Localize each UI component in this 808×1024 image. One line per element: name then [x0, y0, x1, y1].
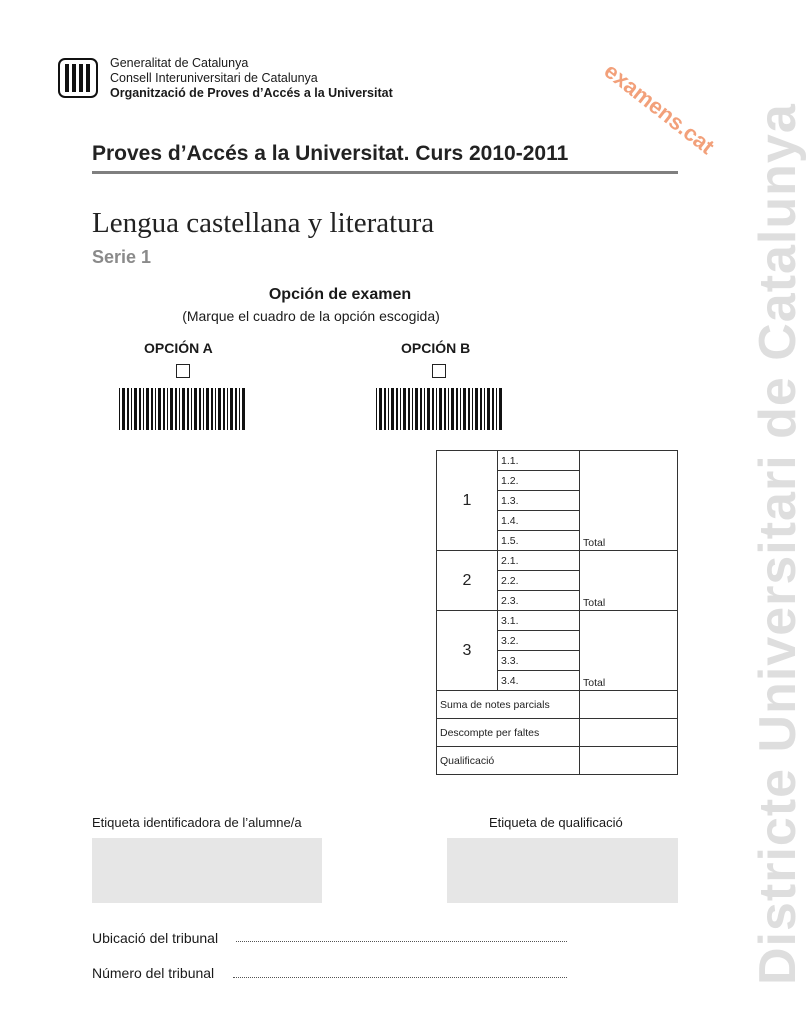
subquestion-label: 1.3. — [498, 491, 580, 511]
summary-label-descompte: Descompte per faltes — [437, 719, 580, 747]
subquestion-label: 1.5. — [498, 531, 580, 551]
generalitat-logo-icon — [58, 58, 98, 98]
summary-value-qualificacio — [580, 747, 678, 775]
subject-title: Lengua castellana y literatura — [92, 207, 435, 239]
barcode-bar — [472, 388, 473, 430]
barcode-bar — [194, 388, 197, 430]
section-total-label: Total — [580, 551, 678, 611]
barcode-bar — [151, 388, 153, 430]
barcode-bar — [463, 388, 466, 430]
barcode-bar — [158, 388, 161, 430]
option-instruction: (Marque el cuadro de la opción escogida) — [182, 308, 440, 324]
course-title: Proves d’Accés a la Universitat. Curs 2010-2011 — [92, 142, 569, 165]
barcode-bar — [163, 388, 165, 430]
tribunal-location-line[interactable] — [236, 941, 567, 942]
barcode-bar — [408, 388, 410, 430]
barcode-bar — [191, 388, 192, 430]
barcode-bar — [242, 388, 245, 430]
option-a-label: OPCIÓN A — [144, 340, 213, 356]
org-line-generalitat: Generalitat de Catalunya — [110, 56, 249, 70]
barcode-bar — [127, 388, 129, 430]
barcode-bar — [122, 388, 125, 430]
barcode-bar — [451, 388, 454, 430]
barcode-bar — [175, 388, 177, 430]
tribunal-number-label: Número del tribunal — [92, 965, 215, 981]
grade-label-caption: Etiqueta de qualificació — [489, 815, 623, 830]
barcode-bar — [376, 388, 377, 430]
subquestion-label: 1.2. — [498, 471, 580, 491]
summary-value-descompte — [580, 719, 678, 747]
barcode-bar — [456, 388, 458, 430]
barcode-bar — [403, 388, 406, 430]
barcode-bar — [206, 388, 209, 430]
option-b-barcode — [375, 388, 505, 430]
barcode-bar — [230, 388, 233, 430]
barcode-bar — [146, 388, 149, 430]
section-number: 3 — [437, 611, 498, 691]
section-total-label: Total — [580, 451, 678, 551]
barcode-bar — [227, 388, 228, 430]
summary-label-suma: Suma de notes parcials — [437, 691, 580, 719]
district-watermark: Districte Universitari de Catalunya — [749, 103, 807, 985]
barcode-bar — [475, 388, 478, 430]
barcode-bar — [439, 388, 442, 430]
barcode-bar — [223, 388, 225, 430]
barcode-bar — [379, 388, 382, 430]
org-line-organitzacio: Organització de Proves d’Accés a la Universitat — [110, 86, 393, 100]
student-label-area — [92, 838, 322, 903]
barcode-bar — [199, 388, 201, 430]
tribunal-number-line[interactable] — [233, 977, 567, 978]
option-title: Opción de examen — [268, 286, 412, 303]
barcode-bar — [119, 388, 120, 430]
barcode-bar — [179, 388, 180, 430]
site-watermark: examens.cat — [599, 58, 720, 160]
barcode-bar — [139, 388, 141, 430]
barcode-bar — [134, 388, 137, 430]
barcode-bar — [448, 388, 449, 430]
barcode-bar — [480, 388, 482, 430]
barcode-bar — [484, 388, 485, 430]
subquestion-label: 3.2. — [498, 631, 580, 651]
subquestion-label: 2.3. — [498, 591, 580, 611]
summary-value-suma — [580, 691, 678, 719]
barcode-bar — [424, 388, 425, 430]
barcode-bar — [218, 388, 221, 430]
barcode-bar — [182, 388, 185, 430]
subquestion-label: 3.1. — [498, 611, 580, 631]
subquestion-label: 1.1. — [498, 451, 580, 471]
barcode-bar — [460, 388, 461, 430]
subquestion-label: 3.3. — [498, 651, 580, 671]
summary-label-qualificacio: Qualificació — [437, 747, 580, 775]
barcode-bar — [167, 388, 168, 430]
barcode-bar — [436, 388, 437, 430]
barcode-bar — [432, 388, 434, 430]
subquestion-label: 3.4. — [498, 671, 580, 691]
student-label-caption: Etiqueta identificadora de l’alumne/a — [92, 815, 302, 830]
barcode-bar — [487, 388, 490, 430]
barcode-bar — [415, 388, 418, 430]
option-b-label: OPCIÓN B — [401, 340, 471, 356]
barcode-bar — [427, 388, 430, 430]
organization-block — [110, 56, 393, 101]
barcode-bar — [211, 388, 213, 430]
barcode-bar — [215, 388, 216, 430]
barcode-bar — [384, 388, 386, 430]
option-b-checkbox[interactable] — [432, 364, 446, 378]
barcode-bar — [400, 388, 401, 430]
grade-table — [436, 450, 678, 775]
barcode-bar — [203, 388, 204, 430]
barcode-bar — [187, 388, 189, 430]
tribunal-location-label: Ubicació del tribunal — [92, 930, 219, 946]
section-number: 1 — [437, 451, 498, 551]
option-a-checkbox[interactable] — [176, 364, 190, 378]
barcode-bar — [131, 388, 132, 430]
barcode-bar — [496, 388, 497, 430]
title-divider — [92, 171, 678, 174]
barcode-bar — [239, 388, 240, 430]
barcode-bar — [391, 388, 394, 430]
section-number: 2 — [437, 551, 498, 611]
option-a-barcode — [118, 388, 248, 430]
barcode-bar — [420, 388, 422, 430]
barcode-bar — [155, 388, 156, 430]
barcode-bar — [170, 388, 173, 430]
barcode-bar — [499, 388, 502, 430]
grade-label-area — [447, 838, 678, 903]
barcode-bar — [388, 388, 389, 430]
barcode-bar — [412, 388, 413, 430]
series-label: Serie 1 — [92, 247, 152, 267]
subquestion-label: 2.2. — [498, 571, 580, 591]
org-line-consell: Consell Interuniversitari de Catalunya — [110, 71, 318, 85]
barcode-bar — [468, 388, 470, 430]
barcode-bar — [235, 388, 237, 430]
barcode-bar — [492, 388, 494, 430]
barcode-bar — [396, 388, 398, 430]
subquestion-label: 1.4. — [498, 511, 580, 531]
barcode-bar — [143, 388, 144, 430]
subquestion-label: 2.1. — [498, 551, 580, 571]
barcode-bar — [444, 388, 446, 430]
section-total-label: Total — [580, 611, 678, 691]
